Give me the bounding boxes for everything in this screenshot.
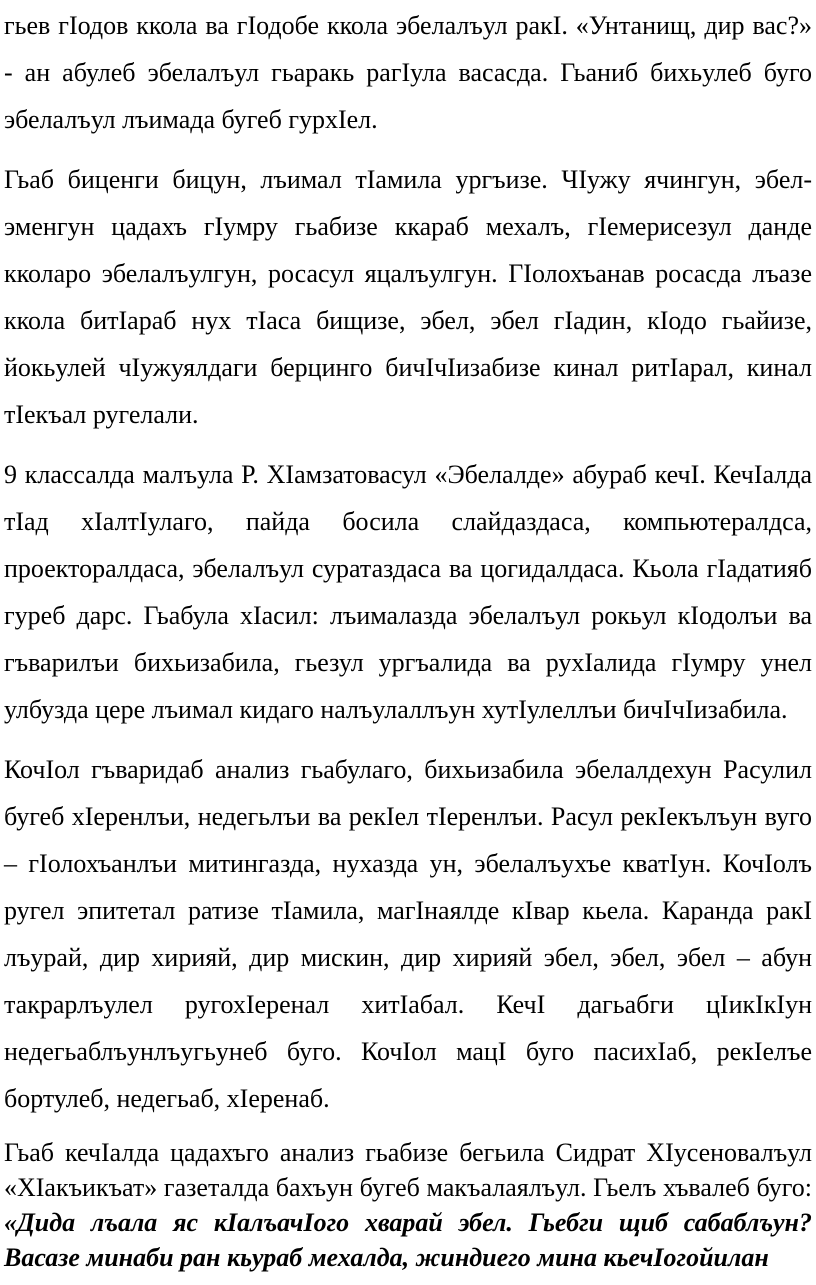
paragraph-5 [4, 1135, 812, 1275]
paragraph-4: КочIол гъваридаб анализ гьабулаго, бихьизабила эбелалдехун Расулил бугеб хIеренлъи, недегьлъи ва рекIел тIеренлъи. Расул рекIекълъун вуго – гIолохъанлъи митингазда, нухазда ун, эбелалъухъе кватIун. КочIолъ ругел эпитетал ратизе тIамила, магIнаялде кIвар кьела. Каранда ракI лъурай, дир хирияй, дир мискин, дир хирияй эбел, эбел, эбел – абун такрарлъулел ругохIеренал хитIабал. КечI дагьабги цIикIкIун недегьаблъунлъугьунеб буго. КочIол мацI буго пасихIаб, рекIелъе бортулеб, недегьаб, хIеренаб. [4, 755, 812, 1113]
paragraph-5-quote-bold-italic: «Дида лъала яс кIалъачIого хварай эбел. Гьебги щиб сабаблъун? Васазе минаби ран кьураб мехалда, жиндиего мина кьечIогойилан [4, 1208, 812, 1272]
paragraph-5-plain-text: Гьаб кечIалда цадахъго анализ гьабизе бегьила Сидрат ХIусеновалъул «ХIакъикъат» газеталда бахъун бугеб макъалаялъул. Гьелъ хъвалеб буго: [4, 1138, 812, 1202]
paragraph-1-continuation: гьев гIодов ккола ва гIодобе ккола эбелалъул ракI. «Унтанищ, дир вас?» - ан абулеб эбелалъул гьаракь рагIула васасда. Гьаниб бихьулеб буго эбелалъул лъимада бугеб гурхIел. [4, 11, 812, 134]
paragraph-3: 9 классалда малъула Р. ХIамзатовасул «Эбелалде» абураб кечI. КечIалда тIад хIалтIулаго, пайда босила слайдаздаса, компьютералдса, проекторалдаса, эбелалъул суратаздаса ва цогидалдаса. Кьола гIадатияб гуреб дарс. Гьабула хIасил: лъималазда эбелалъул рокьул кIодолъи ва гъварилъи бихьизабила, гьезул ургъалида ва рухIалида гIумру унел улбузда цере лъимал кидаго налъулаллъун хутIулеллъи бичIчIизабила. [4, 460, 812, 724]
paragraph-2: Гьаб биценги бицун, лъимал тIамила ургъизе. ЧIужу ячингун, эбел-эменгун цадахъ гIумру гьабизе ккараб мехалъ, гIемерисезул данде кколаро эбелалъулгун, росасул яцалъулгун. ГIолохъанав росасда лъазе ккола битIараб нух тIаса бищизе, эбел, эбел гIадин, кIодо гьайизе, йокьулей чIужуялдаги берцинго бичIчIизабизе кинал ритIарал, кинал тIекъал ругелали. [4, 165, 812, 429]
